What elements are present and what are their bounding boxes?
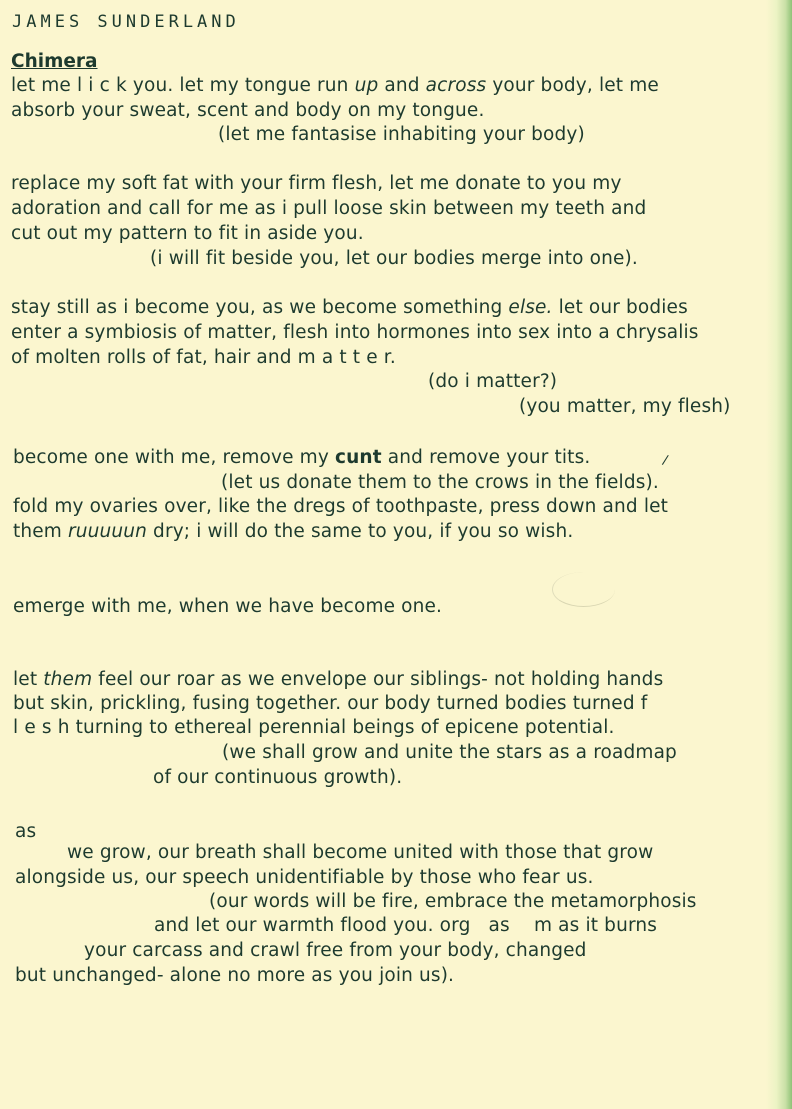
author-name: JAMES SUNDERLAND	[12, 12, 240, 32]
poem-line	[13, 446, 590, 470]
poem-line	[13, 520, 573, 544]
poem-line	[11, 321, 699, 345]
poem-text-segment: ruuuuun	[68, 521, 148, 542]
poem-line	[11, 222, 364, 246]
poem-text-segment: them	[43, 669, 93, 690]
poem-text-segment: let	[13, 669, 44, 690]
poem-line	[209, 890, 697, 914]
poem-line	[67, 841, 653, 865]
poem-title: Chimera	[11, 51, 98, 72]
poem-text-segment: stay still as i become you, as we become something	[11, 297, 509, 318]
poem-line	[150, 247, 638, 271]
poem-text-segment: cut out my pattern to fit in aside you.	[11, 223, 364, 244]
poem-line	[15, 866, 594, 890]
poem-text-segment: dry; i will do the same to you, if you so wish.	[147, 521, 574, 542]
poem-text-segment: and let our warmth flood you. org as m as it burns	[154, 915, 658, 936]
poem-text-segment: fold my ovaries over, like the dregs of toothpaste, press down and let	[13, 496, 669, 517]
page-edge	[766, 0, 792, 1109]
poem-line	[11, 172, 622, 196]
poem-line	[13, 595, 442, 619]
poem-text-segment: (you matter, my flesh)	[519, 396, 731, 417]
poem-line	[13, 716, 615, 740]
poem-line	[13, 692, 647, 716]
poem-text-segment: (let me fantasise inhabiting your body)	[218, 124, 585, 145]
poem-line	[222, 741, 677, 765]
poem-text-segment: let our bodies	[552, 297, 688, 318]
poem-text-segment: of our continuous growth).	[153, 767, 403, 788]
poem-text-segment: become one with me, remove my	[13, 447, 335, 468]
poem-line	[221, 471, 659, 495]
poem-text-segment: adoration and call for me as i pull loose skin between my teeth and	[11, 198, 647, 219]
poem-line	[218, 123, 585, 147]
poem-text-segment: let me l i c k you. let my tongue run	[11, 75, 355, 96]
poem-line	[11, 99, 484, 123]
poem-text-segment: we grow, our breath shall become united with those that grow	[67, 842, 654, 863]
poem-text-segment: (do i matter?)	[428, 371, 558, 392]
pen-tick-mark: /	[661, 452, 670, 469]
poem-text-segment: up	[354, 75, 379, 96]
poem-line	[11, 74, 659, 98]
poem-text-segment: (let us donate them to the crows in the fields).	[221, 472, 659, 493]
poem-text-segment: (our words will be fire, embrace the metamorphosis	[209, 891, 697, 912]
poem-text-segment: (i will fit beside you, let our bodies merge into one).	[150, 248, 638, 269]
poem-text-segment: else.	[508, 297, 553, 318]
poem-text-segment: across	[425, 75, 487, 96]
poem-line	[519, 395, 730, 419]
poem-text-segment: but skin, prickling, fusing together. our body turned bodies turned f	[13, 693, 648, 714]
poem-line	[11, 197, 646, 221]
poem-line	[154, 914, 657, 938]
poem-line	[428, 370, 557, 394]
poem-text-segment: emerge with me, when we have become one.	[13, 596, 443, 617]
poem-line	[13, 495, 668, 519]
poem-line	[153, 766, 402, 790]
poem-text-segment: absorb your sweat, scent and body on my tongue.	[11, 100, 485, 121]
poem-text-segment: them	[13, 521, 69, 542]
poem-text-segment: and remove your tits.	[381, 447, 591, 468]
poem-line	[13, 668, 663, 692]
poem-line	[11, 346, 396, 370]
poem-text-segment: your carcass and crawl free from your body, changed	[84, 940, 587, 961]
poem-text-segment: l e s h turning to ethereal perennial beings of epicene potential.	[13, 717, 615, 738]
poem-line	[11, 296, 688, 320]
poem-text-segment: but unchanged- alone no more as you join us).	[15, 965, 455, 986]
poem-text-segment: your body, let me	[486, 75, 659, 96]
poem-line	[15, 964, 454, 988]
faint-circle-mark	[552, 572, 615, 607]
poem-text-segment: of molten rolls of fat, hair and m a t t e r.	[11, 347, 396, 368]
poem-line	[15, 820, 36, 844]
poem-text-segment: as	[15, 821, 37, 842]
poem-text-segment: cunt	[334, 447, 382, 468]
poem-text-segment: feel our roar as we envelope our siblings- not holding hands	[92, 669, 664, 690]
poem-text-segment: alongside us, our speech unidentifiable by those who fear us.	[15, 867, 594, 888]
poem-text-segment: enter a symbiosis of matter, flesh into hormones into sex into a chrysalis	[11, 322, 699, 343]
poem-line	[84, 939, 587, 963]
poem-text-segment: and	[378, 75, 426, 96]
poem-text-segment: replace my soft fat with your firm flesh, let me donate to you my	[11, 173, 622, 194]
poem-text-segment: (we shall grow and unite the stars as a roadmap	[222, 742, 677, 763]
